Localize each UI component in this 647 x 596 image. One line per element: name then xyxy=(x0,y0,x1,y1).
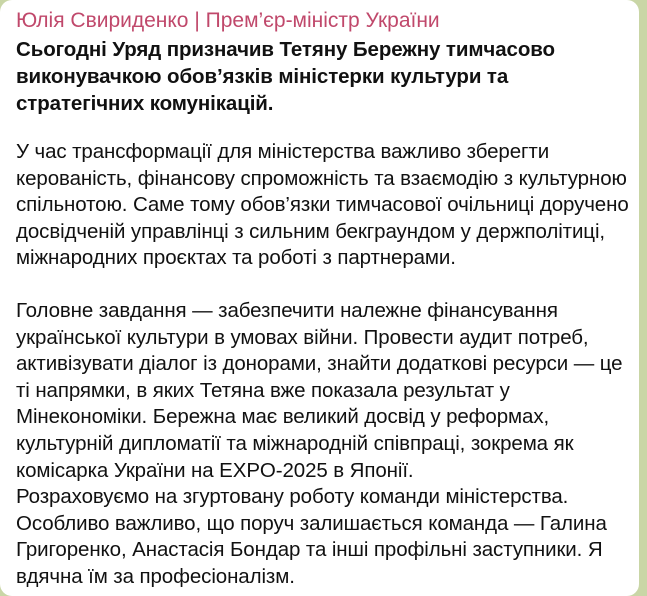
sender-name[interactable]: Юлія Свириденко | Прем’єр-міністр України xyxy=(16,9,440,32)
message-paragraph: Розраховуємо на згуртовану роботу команди міністерства. Особливо важливо, що поруч залишається команда — Галина Григоренко, Анастасія Бондар та інші профільні заступники. Я вдячна їм за професіоналізм. xyxy=(16,485,607,588)
paragraph-spacer xyxy=(16,117,629,139)
message-paragraph: Головне завдання — забезпечити належне фінансування української культури в умовах війни. Провести аудит потреб, активізувати діалог із донорами, знайти додаткові ресурси — це ті напрямки, в яких Тетяна вже показала результат у Мінекономіки. Бережна має великий досвід у реформах, культурній дипломатії та міжнародній співпраці, зокрема як комісарка України на EXPO-2025 в Японії. xyxy=(16,298,623,482)
paragraph-spacer xyxy=(16,272,629,298)
message-headline: Сьогодні Уряд призначив Тетяну Бережну тимчасово виконувачкою обов’язків міністерки культури та стратегічних комунікацій. xyxy=(16,38,555,115)
message-paragraph: У час трансформації для міністерства важливо зберегти керованість, фінансову спроможність та взаємодію з культурною спільнотою. Саме тому обов’язки тимчасової очільниці доручено досвідченій управлінці з сильним бекграундом у держполітиці, міжнародних проєктах та роботі з партнерами. xyxy=(16,140,629,270)
